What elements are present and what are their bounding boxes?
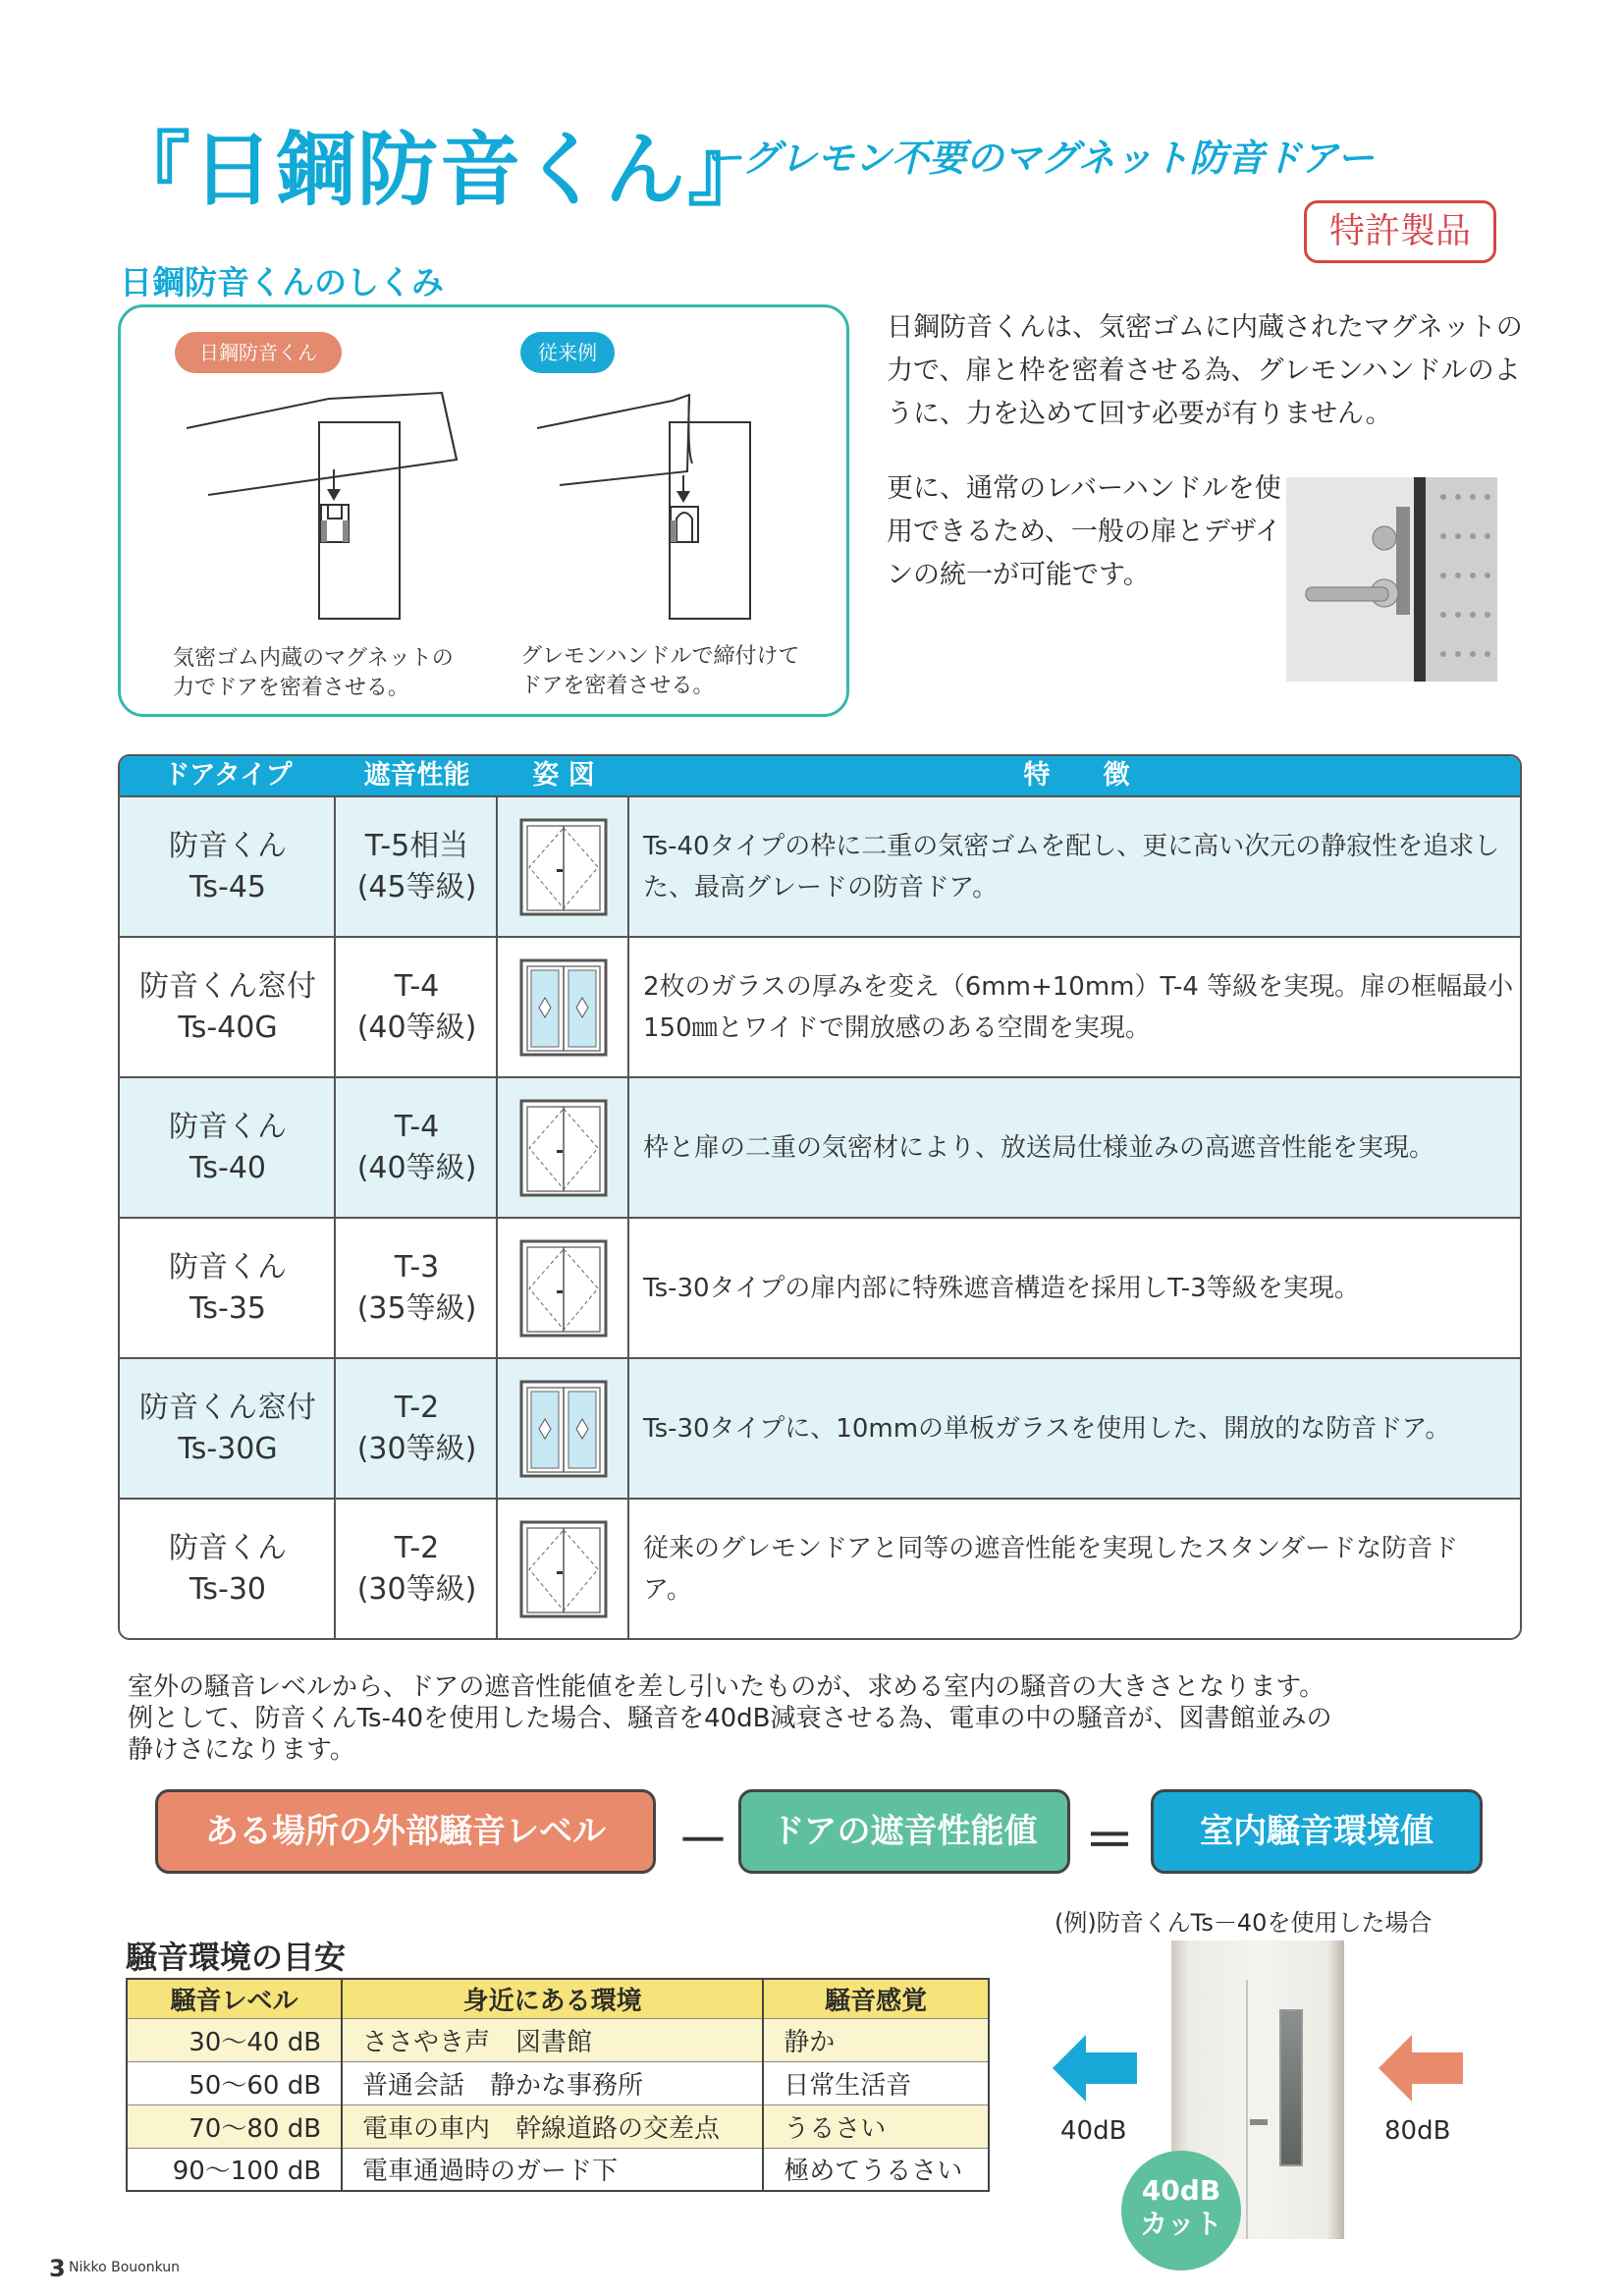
- conventional-caption-line2: ドアを密着させる。: [520, 674, 715, 698]
- noise-table: [126, 1978, 990, 2192]
- db-cut-label: カット: [1140, 2208, 1222, 2240]
- page-number: 3: [49, 2255, 66, 2282]
- door-model: Ts-40G: [178, 1010, 278, 1045]
- noise-feeling: 日常生活音: [763, 2061, 989, 2105]
- door-grade: T-5相当: [364, 828, 469, 863]
- noise-feeling: うるさい: [763, 2105, 989, 2148]
- noise-environment: 電車通過時のガード下: [342, 2148, 763, 2191]
- page-title: 『日鋼防音くん』: [110, 124, 771, 217]
- formula-indoor-noise: 室内騒音環境値: [1151, 1789, 1483, 1874]
- header-environment: 身近にある環境: [342, 1979, 763, 2018]
- door-figure: [498, 1500, 629, 1638]
- nikko-caption-line1: 気密ゴム内蔵のマグネットの: [173, 646, 454, 671]
- door-name: 防音くん: [169, 828, 287, 863]
- table-row: [120, 1076, 1520, 1217]
- patent-badge: 特許製品: [1304, 200, 1496, 263]
- nikko-door-diagram: [187, 393, 457, 619]
- noise-environment: ささやき声 図書館: [342, 2018, 763, 2061]
- db-cut-badge: [1121, 2151, 1241, 2270]
- header-feeling: 騒音感覚: [763, 1979, 989, 2018]
- door-feature: Ts-30タイプの扉内部に特殊遮音構造を採用しT-3等級を実現。: [643, 1273, 1360, 1303]
- conventional-tag: 従来例: [520, 332, 615, 373]
- arrow-left-blue-icon: [1053, 2035, 1137, 2102]
- left-door-leaf: [187, 393, 457, 495]
- door-name: 防音くん: [169, 1109, 287, 1144]
- door-name: 防音くん: [169, 1530, 287, 1565]
- door-grade: T-2: [394, 1390, 440, 1425]
- door-model: Ts-35: [189, 1290, 266, 1326]
- formula-minus: －: [677, 1812, 730, 1871]
- db-cut-value: 40dB: [1141, 2174, 1221, 2207]
- door-feature: Ts-40タイプの枠に二重の気密ゴムを配し、更に高い次元の静寂性を追求した、最高グレードの防音ドア。: [643, 831, 1500, 902]
- door-grade-note: (40等級): [356, 1010, 477, 1045]
- noise-level: 30～40 dB: [127, 2018, 342, 2061]
- noise-level: 90～100 dB: [127, 2148, 342, 2191]
- header-feature: 特 徴: [1023, 760, 1130, 791]
- inside-db-label: 40dB: [1060, 2116, 1127, 2146]
- noise-table-title: 騒音環境の目安: [126, 1939, 347, 1976]
- table-row: [127, 2061, 989, 2105]
- conventional-door-diagram: [537, 395, 750, 619]
- door-table-header: [120, 756, 1520, 795]
- door-model: Ts-40: [189, 1150, 266, 1185]
- door-name: 防音くん窓付: [139, 968, 316, 1004]
- noise-environment: 普通会話 静かな事務所: [342, 2061, 763, 2105]
- plain-door-icon: [519, 1239, 608, 1338]
- door-name: 防音くん窓付: [139, 1390, 316, 1425]
- door-feature: 従来のグレモンドアと同等の遮音性能を実現したスタンダードな防音ドア。: [643, 1533, 1459, 1605]
- conventional-caption-line1: グレモンハンドルで締付けて: [520, 644, 800, 669]
- window-door-icon: [519, 958, 608, 1057]
- noise-table-header: [127, 1979, 989, 2018]
- table-row: [120, 936, 1520, 1076]
- door-figure: [498, 1359, 629, 1498]
- plain-door-icon: [519, 1099, 608, 1197]
- plain-door-icon: [519, 1520, 608, 1618]
- formula-outdoor-noise: ある場所の外部騒音レベル: [155, 1789, 656, 1874]
- arrow-left-orange-icon: [1379, 2035, 1463, 2102]
- table-row: [120, 1217, 1520, 1357]
- door-grade-note: (30等級): [356, 1431, 477, 1466]
- outside-db-label: 80dB: [1384, 2116, 1451, 2146]
- mechanism-diagram: [118, 373, 849, 629]
- explanation-line: 静けさになります。: [128, 1735, 355, 1765]
- window-door-icon: [519, 1380, 608, 1478]
- door-feature: 枠と扉の二重の気密材により、放送局仕様並みの高遮音性能を実現。: [643, 1132, 1435, 1163]
- door-type-table: [118, 754, 1522, 1640]
- table-row: [120, 1498, 1520, 1638]
- table-row: [127, 2148, 989, 2191]
- door-name: 防音くん: [169, 1249, 287, 1285]
- formula-equals: ＝: [1084, 1812, 1136, 1871]
- lever-handle-photo: [1286, 477, 1497, 682]
- door-grade: T-4: [394, 1109, 440, 1144]
- door-figure: [498, 1078, 629, 1217]
- noise-environment: 電車の車内 幹線道路の交差点: [342, 2105, 763, 2148]
- intro-paragraph-1: 日鋼防音くんは、気密ゴムに内蔵されたマグネットの力で、扉と枠を密着させる為、グレモンハンドルのように、力を込めて回す必要が有りません。: [887, 312, 1523, 429]
- door-grade: T-4: [394, 968, 440, 1004]
- formula-door-performance: ドアの遮音性能値: [738, 1789, 1070, 1874]
- noise-feeling: 静か: [763, 2018, 989, 2061]
- noise-level: 50～60 dB: [127, 2061, 342, 2105]
- footer-brand: Nikko Bouonkun: [69, 2260, 180, 2275]
- door-feature: 2枚のガラスの厚みを変え（6mm+10mm）T-4 等級を実現。扉の框幅最小150㎜とワイドで開放感のある空間を実現。: [643, 971, 1514, 1043]
- header-performance: 遮音性能: [363, 760, 470, 791]
- door-figure: [498, 797, 629, 936]
- door-feature: Ts-30タイプに、10mmの単板ガラスを使用した、開放的な防音ドア。: [643, 1413, 1451, 1444]
- door-grade-note: (40等級): [356, 1150, 477, 1185]
- table-row: [120, 1357, 1520, 1498]
- door-figure: [498, 1219, 629, 1357]
- noise-feeling: 極めてうるさい: [763, 2148, 989, 2191]
- header-door-type: ドアタイプ: [163, 760, 293, 791]
- door-grade: T-3: [394, 1249, 440, 1285]
- mechanism-section-title: 日鋼防音くんのしくみ: [120, 263, 444, 301]
- plain-door-icon: [519, 818, 608, 916]
- explanation-line: 例として、防音くんTs-40を使用した場合、騒音を40dB減衰させる為、電車の中の騒音が、図書館並みの: [128, 1704, 1332, 1733]
- explanation-text: [128, 1671, 1522, 1766]
- door-model: Ts-45: [189, 869, 266, 904]
- example-caption: (例)防音くんTs－40を使用した場合: [1055, 1909, 1433, 1937]
- nikko-caption-line2: 力でドアを密着させる。: [173, 676, 409, 700]
- explanation-line: 室外の騒音レベルから、ドアの遮音性能値を差し引いたものが、求める室内の騒音の大きさとなります。: [128, 1672, 1325, 1702]
- right-door-leaf: [537, 395, 689, 485]
- nikko-tag: 日鋼防音くん: [175, 332, 342, 373]
- table-row: [127, 2105, 989, 2148]
- door-figure: [498, 938, 629, 1076]
- intro-paragraph-2: 更に、通常のレバーハンドルを使用できるため、一般の扉とデザインの統一が可能です。: [887, 473, 1282, 590]
- table-row: [127, 2018, 989, 2061]
- door-model: Ts-30G: [178, 1431, 278, 1466]
- door-grade-note: (30等級): [356, 1571, 477, 1607]
- page-subtitle: ーグレモン不要のマグネット防音ドアー: [705, 137, 1375, 180]
- header-figure: 姿 図: [532, 760, 595, 791]
- door-grade: T-2: [394, 1530, 440, 1565]
- door-grade-note: (35等級): [356, 1290, 477, 1326]
- header-noise-level: 騒音レベル: [127, 1979, 342, 2018]
- door-grade-note: (45等級): [356, 869, 477, 904]
- table-row: [120, 795, 1520, 936]
- door-model: Ts-30: [189, 1571, 266, 1607]
- noise-level: 70～80 dB: [127, 2105, 342, 2148]
